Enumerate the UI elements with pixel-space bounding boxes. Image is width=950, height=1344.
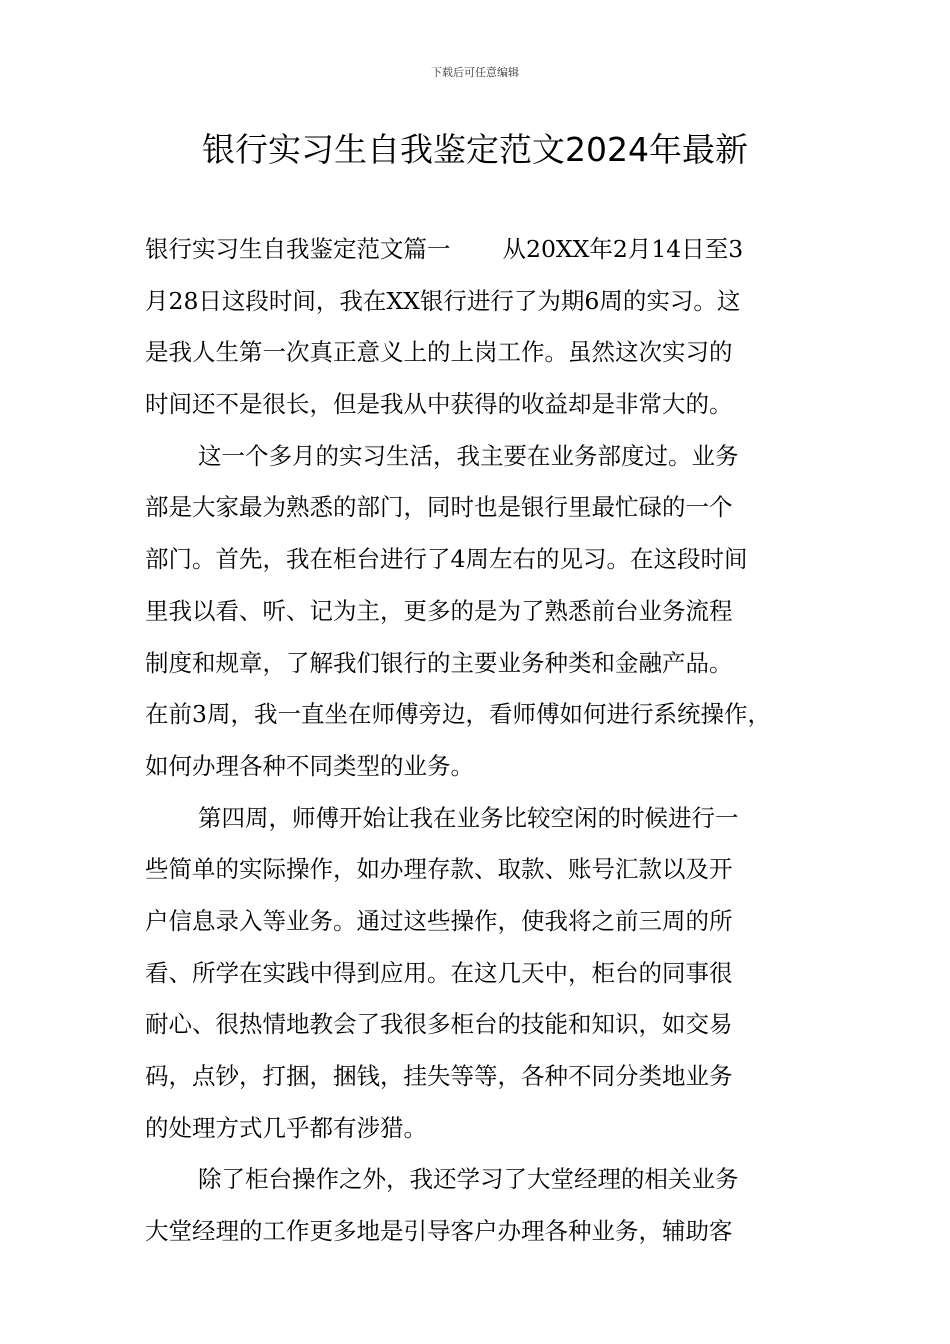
body-line: 些简单的实际操作，如办理存款、取款、账号汇款以及开 [145, 855, 733, 884]
paragraph-start-line: 除了柜台操作之外，我还学习了大堂经理的相关业务 [198, 1165, 739, 1194]
body-line-first-text: 从20XX年2月14日至3 [502, 235, 744, 263]
body-line: 码，点钞，打捆，捆钱，挂失等等，各种不同分类地业务 [145, 1062, 733, 1090]
body-line: 部门。首先，我在柜台进行了4周左右的见习。在这段时间 [145, 545, 748, 574]
body-line: 耐心、很热情地教会了我很多柜台的技能和知识，如交易 [145, 1010, 733, 1039]
body-line: 看、所学在实践中得到应用。在这几天中，柜台的同事很 [145, 958, 733, 987]
document-title: 银行实习生自我鉴定范文2024年最新 [202, 130, 748, 169]
body-line: 里我以看、听、记为主，更多的是为了熟悉前台业务流程 [145, 596, 733, 625]
body-line: 制度和规章，了解我们银行的主要业务种类和金融产品。 [145, 648, 733, 677]
body-line: 是我人生第一次真正意义上的上岗工作。虽然这次实习的 [145, 338, 733, 367]
paragraph-start-line: 第四周，师傅开始让我在业务比较空闲的时候进行一 [198, 803, 739, 832]
body-line: 如何办理各种不同类型的业务。 [145, 751, 474, 780]
body-line: 在前3周，我一直坐在师傅旁边，看师傅如何进行系统操作， [145, 700, 771, 729]
header-note: 下载后可任意编辑 [431, 66, 519, 79]
body-line: 时间还不是很长，但是我从中获得的收益却是非常大的。 [145, 390, 733, 419]
document-body [145, 224, 825, 1258]
body-line-first [145, 224, 825, 276]
paragraph-start-line: 这一个多月的实习生活，我主要在业务部度过。业务 [198, 441, 739, 470]
body-line: 户信息录入等业务。通过这些操作，使我将之前三周的所 [145, 906, 733, 935]
body-line: 部是大家最为熟悉的部门，同时也是银行里最忙碌的一个 [145, 493, 733, 522]
section-heading: 银行实习生自我鉴定范文篇一 [145, 235, 451, 263]
body-line: 月28日这段时间，我在XX银行进行了为期6周的实习。这 [145, 286, 741, 315]
body-line: 的处理方式几乎都有涉猎。 [145, 1113, 427, 1142]
body-line: 大堂经理的工作更多地是引导客户办理各种业务，辅助客 [145, 1217, 733, 1246]
